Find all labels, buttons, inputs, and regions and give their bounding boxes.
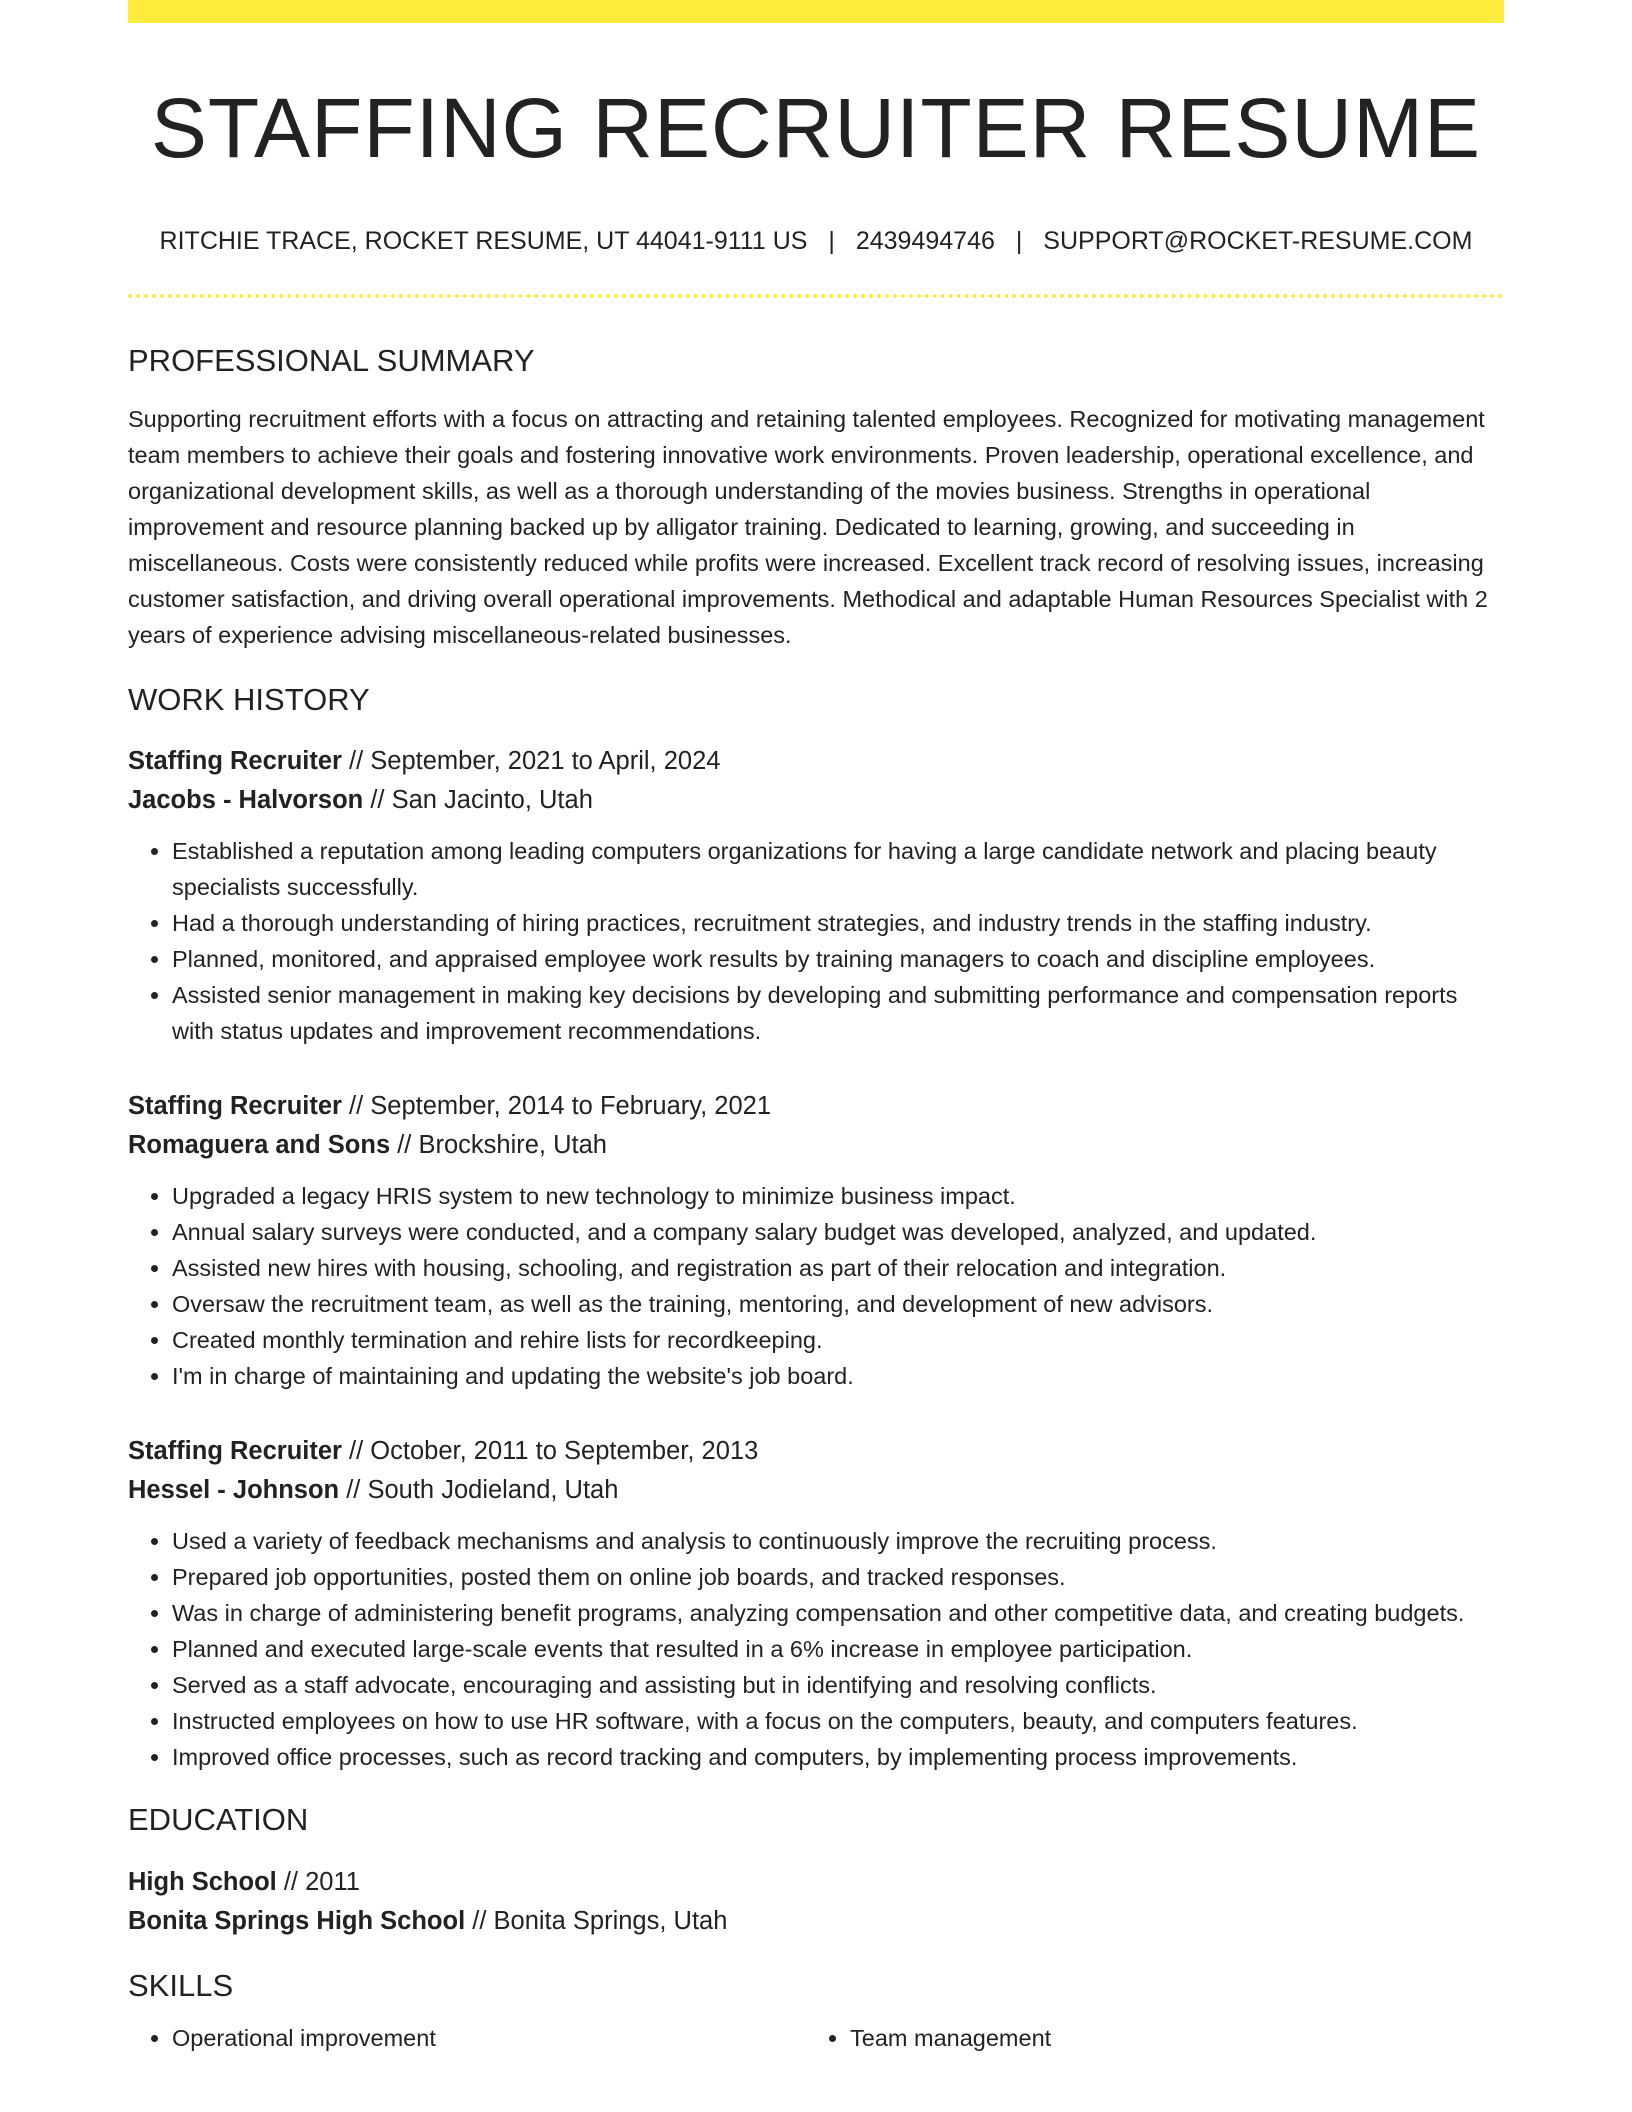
list-item: • I'm in charge of maintaining and updating the website's job board. (172, 1358, 1504, 1394)
job-company: Hessel - Johnson (128, 1476, 340, 1505)
job-bullets (128, 1178, 1504, 1394)
job-company-line (128, 1126, 1504, 1165)
dotted-divider (128, 294, 1504, 298)
job-title: Staffing Recruiter (128, 1437, 342, 1466)
education-heading: EDUCATION (128, 1802, 309, 1838)
summary-text: Supporting recruitment efforts with a focus on attracting and retaining talented employees. Recognized for motivating management team members to achieve their goals and fostering innovative work environments. Proven leadership, operational excellence, and organizational development skills, as well as a thorough understanding of the movies business. Strengths in operational improvement and resource planning backed up by alligator training. Dedicated to learning, growing, and succeeding in miscellaneous. Costs were consistently reduced while profits were increased. Excellent track record of resolving issues, increasing customer satisfaction, and driving overall operational improvements. Methodical and adaptable Human Resources Specialist with 2 years of experience advising miscellaneous-related businesses. (128, 406, 1488, 649)
job-company-line (128, 781, 1504, 820)
education-school-line (128, 1902, 1504, 1941)
summary-heading: PROFESSIONAL SUMMARY (128, 343, 535, 378)
job-dates: // September, 2014 to February, 2021 (341, 1092, 771, 1121)
work-history-heading: WORK HISTORY (128, 682, 370, 718)
education-school: Bonita Springs High School (128, 1906, 466, 1935)
contact-line (128, 226, 1504, 256)
list-item: • Was in charge of administering benefit programs, analyzing compensation and other competitive data, and creating budgets. (172, 1595, 1504, 1631)
skills-column-left (128, 2020, 806, 2056)
job-bullets (128, 1523, 1504, 1775)
list-item: • Had a thorough understanding of hiring practices, recruitment strategies, and industry trends in the staffing industry. (172, 905, 1504, 941)
list-item: • Planned and executed large-scale events that resulted in a 6% increase in employee participation. (172, 1631, 1504, 1667)
skills-grid (128, 2020, 1504, 2056)
job-company: Romaguera and Sons (128, 1131, 391, 1160)
list-item: • Annual salary surveys were conducted, and a company salary budget was developed, analyzed, and updated. (172, 1214, 1504, 1250)
list-item: • Served as a staff advocate, encouraging and assisting but in identifying and resolving conflicts. (172, 1667, 1504, 1703)
job-company-line (128, 1471, 1504, 1510)
education-degree-line (128, 1863, 1504, 1902)
job-dates: // October, 2011 to September, 2013 (341, 1437, 759, 1466)
job-title-line (128, 1087, 1504, 1126)
resume-title: STAFFING RECRUITER RESUME (150, 81, 1482, 175)
education-year: // 2011 (276, 1867, 360, 1896)
job-location: // Brockshire, Utah (390, 1131, 607, 1160)
skills-column-right (806, 2020, 1484, 2056)
list-item: • Assisted new hires with housing, schooling, and registration as part of their relocation and integration. (172, 1250, 1504, 1286)
list-item: • Created monthly termination and rehire lists for recordkeeping. (172, 1322, 1504, 1358)
job-company: Jacobs - Halvorson (128, 786, 364, 815)
job-title-line (128, 742, 1504, 781)
education-location: // Bonita Springs, Utah (465, 1906, 728, 1935)
job-bullets (128, 833, 1504, 1049)
job-entry (128, 742, 1504, 1049)
job-title: Staffing Recruiter (128, 747, 342, 776)
job-entry (128, 1087, 1504, 1394)
education-degree: High School (128, 1867, 277, 1896)
skills-heading: SKILLS (128, 1967, 234, 2003)
contact-phone: 2439494746 (855, 227, 995, 255)
job-entry (128, 1432, 1504, 1775)
list-item: • Planned, monitored, and appraised employee work results by training managers to coach and discipline employees. (172, 941, 1504, 977)
list-item: • Assisted senior management in making key decisions by developing and submitting performance and compensation reports with status updates and improvement recommendations. (172, 977, 1504, 1049)
contact-address: RITCHIE TRACE, ROCKET RESUME, UT 44041-9111 US (159, 227, 808, 255)
contact-separator: | (828, 227, 835, 255)
list-item: • Instructed employees on how to use HR software, with a focus on the computers, beauty, and computers features. (172, 1703, 1504, 1739)
contact-separator: | (1015, 227, 1023, 255)
list-item: • Prepared job opportunities, posted them on online job boards, and tracked responses. (172, 1559, 1504, 1595)
job-title: Staffing Recruiter (128, 1092, 342, 1121)
resume-page (128, 0, 1504, 2056)
education-entry (128, 1863, 1504, 1941)
job-title-line (128, 1432, 1504, 1471)
accent-top-bar (128, 0, 1504, 23)
contact-email: SUPPORT@ROCKET-RESUME.COM (1043, 227, 1473, 255)
skill-item: • Team management (850, 2020, 1484, 2056)
job-dates: // September, 2021 to April, 2024 (341, 747, 721, 776)
list-item: • Oversaw the recruitment team, as well as the training, mentoring, and development of new advisors. (172, 1286, 1504, 1322)
skill-item: • Operational improvement (172, 2020, 806, 2056)
list-item: • Upgraded a legacy HRIS system to new technology to minimize business impact. (172, 1178, 1504, 1214)
job-location: // San Jacinto, Utah (363, 786, 593, 815)
list-item: • Improved office processes, such as record tracking and computers, by implementing process improvements. (172, 1739, 1504, 1775)
list-item: • Used a variety of feedback mechanisms and analysis to continuously improve the recruiting process. (172, 1523, 1504, 1559)
list-item: • Established a reputation among leading computers organizations for having a large candidate network and placing beauty specialists successfully. (172, 833, 1504, 905)
job-location: // South Jodieland, Utah (339, 1476, 619, 1505)
